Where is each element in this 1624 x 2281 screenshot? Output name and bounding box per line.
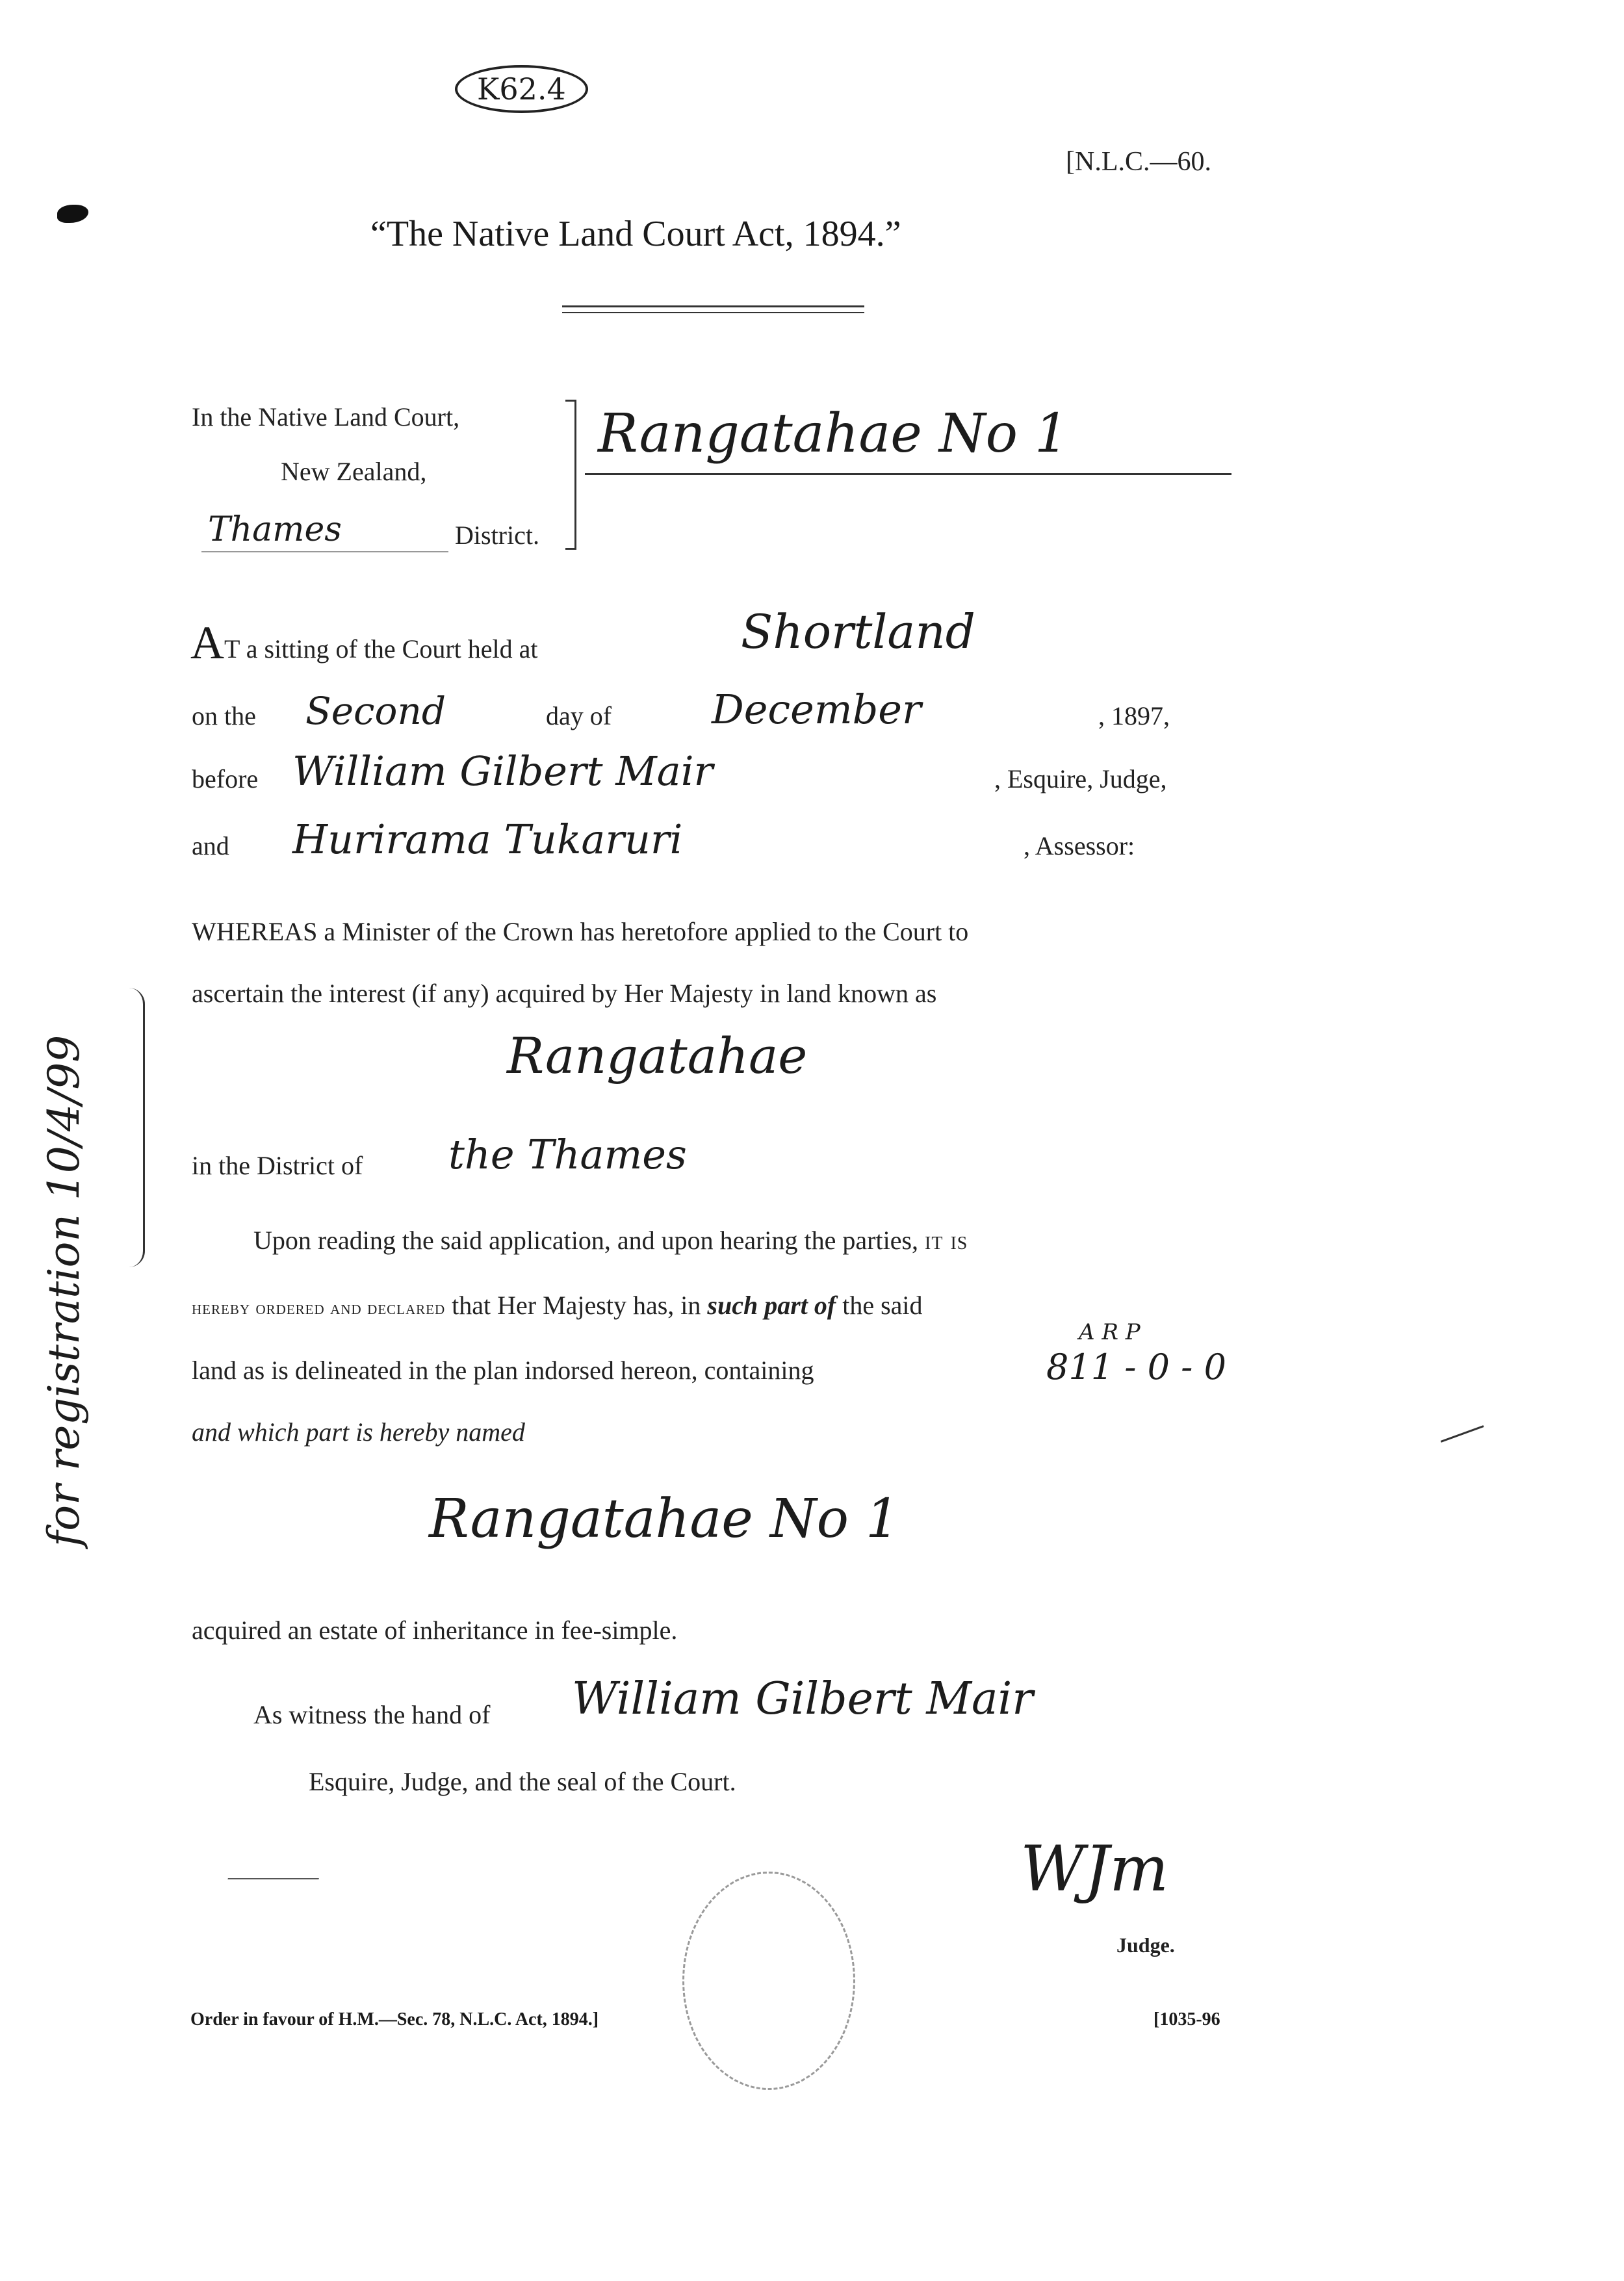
order-line-2-italic: such part of — [707, 1291, 836, 1320]
on-the-label: on the — [192, 701, 256, 730]
assessor-name: Hurirama Tukaruri — [292, 816, 683, 863]
initials-scribble — [227, 1833, 331, 1879]
land-name: Rangatahae — [507, 1027, 808, 1085]
order-line-3: land as is delineated in the plan indorsed hereon, containing — [192, 1356, 814, 1385]
block-name: Rangatahae No 1 — [598, 403, 1069, 465]
sitting-year: , 1897, — [1098, 701, 1170, 730]
witness-name: William Gilbert Mair — [572, 1673, 1033, 1725]
sitting-intro: T a sitting of the Court held at — [224, 634, 538, 664]
ink-blot — [57, 205, 88, 223]
order-line-2-caps: hereby ordered and declared — [192, 1297, 446, 1319]
footer-right: [1035-96 — [1154, 2009, 1220, 2030]
judge-name: William Gilbert Mair — [292, 747, 714, 795]
order-line-2-rest: that Her Majesty has, in — [452, 1291, 701, 1320]
district-prefix: in the District of — [192, 1151, 363, 1180]
district-of-value: the Thames — [448, 1131, 687, 1178]
title-rule — [562, 305, 864, 307]
order-line-2-end: the said — [842, 1291, 923, 1320]
part-name: Rangatahae No 1 — [429, 1488, 900, 1550]
whereas-line-2: ascertain the interest (if any) acquired by Her Majesty in land known as — [192, 979, 937, 1008]
area-units: A R P — [1079, 1319, 1141, 1345]
witness-prefix: As witness the hand of — [253, 1700, 491, 1729]
stray-mark — [1441, 1425, 1484, 1443]
area-value: 811 - 0 - 0 — [1046, 1347, 1226, 1387]
court-seal — [682, 1872, 855, 2090]
judge-label: Judge. — [1116, 1933, 1175, 1957]
district-underline — [201, 551, 448, 552]
court-bracket — [565, 400, 576, 550]
district-value: Thames — [208, 510, 342, 549]
court-line-2: New Zealand, — [281, 457, 427, 486]
title-rule-2 — [562, 312, 864, 313]
court-line-1: In the Native Land Court, — [192, 402, 460, 432]
judge-signature: WJm — [1020, 1833, 1169, 1905]
drop-cap: A — [190, 617, 224, 669]
district-label: District. — [455, 521, 539, 550]
file-reference: K62.4 — [455, 65, 588, 113]
order-line-1 — [253, 1225, 968, 1256]
order-line-5: acquired an estate of inheritance in fee-simple. — [192, 1616, 678, 1645]
assessor-title: , Assessor: — [1024, 831, 1135, 860]
margin-registration-note: for registration 10/4/99 — [39, 1035, 89, 1547]
form-number: [N.L.C.—60. — [1066, 147, 1211, 177]
day-of-label: day of — [546, 701, 612, 730]
sitting-month: December — [712, 686, 922, 733]
witness-line-2: Esquire, Judge, and the seal of the Court. — [309, 1767, 736, 1796]
block-name-underline — [585, 473, 1231, 475]
sitting-day: Second — [305, 689, 446, 733]
order-line-2 — [192, 1290, 923, 1321]
footer-left: Order in favour of H.M.—Sec. 78, N.L.C. Act, 1894.] — [190, 2009, 599, 2030]
page-title: “The Native Land Court Act, 1894.” — [370, 214, 901, 254]
order-line-1-text: Upon reading the said application, and upon hearing the parties, — [253, 1226, 919, 1255]
judge-title: , Esquire, Judge, — [994, 764, 1167, 793]
whereas-line-1: WHEREAS a Minister of the Crown has heretofore applied to the Court to — [192, 917, 969, 946]
before-label: before — [192, 764, 259, 793]
order-line-4: and which part is hereby named — [192, 1417, 525, 1447]
order-line-1-caps: it is — [925, 1226, 968, 1255]
margin-bracket — [129, 988, 145, 1267]
sitting-place: Shortland — [741, 604, 975, 659]
and-label: and — [192, 831, 229, 860]
